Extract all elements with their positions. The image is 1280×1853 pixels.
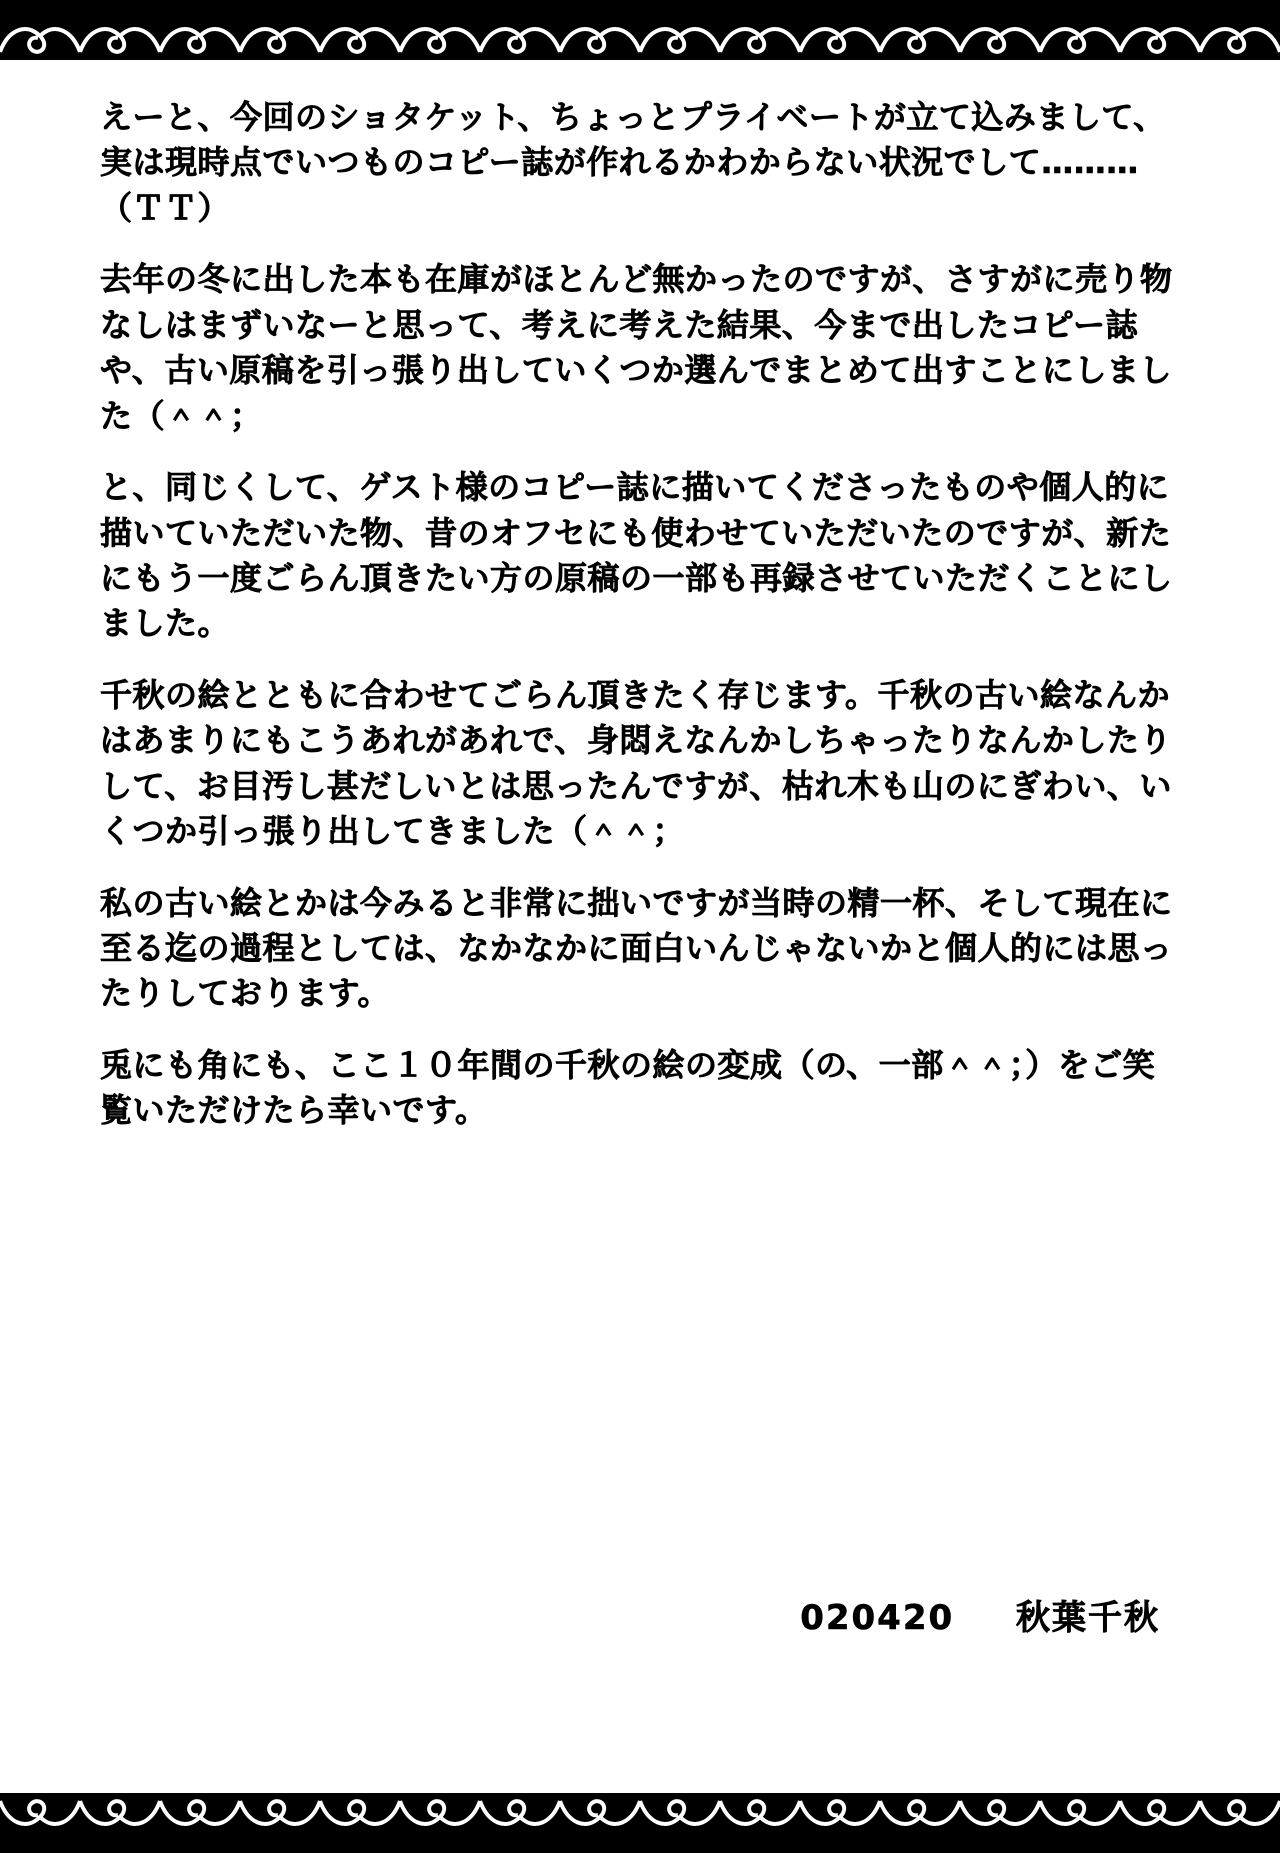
- paragraph-6: 兎にも角にも、ここ１０年間の千秋の絵の変成（の、一部＾＾；）をご笑覧いただけたら幸いです。: [100, 1045, 1156, 1130]
- paragraph-4: 千秋の絵とともに合わせてごらん頂きたく存じます。千秋の古い絵なんかはあまりにもこうあれがあれで、身悶えなんかしちゃったりなんかしたりして、お目汚し甚だしいとは思ったんですが、枯れ木も山のにぎわい、いくつか引っ張り出してきました（＾＾；: [100, 675, 1172, 851]
- afterword-body: [100, 95, 1180, 1160]
- signature-author-name: 秋葉千秋: [1016, 1598, 1160, 1638]
- paragraph-5: 私の古い絵とかは今みると非常に拙いですが当時の精一杯、そして現在に至る迄の過程としては、なかなかに面白いんじゃないかと個人的には思ったりしております。: [100, 883, 1173, 1013]
- paragraph-2: 去年の冬に出した本も在庫がほとんど無かったのですが、さすがに売り物なしはまずいなーと思って、考えに考えた結果、今まで出したコピー誌や、古い原稿を引っ張り出していくつか選んでまとめて出すことにしました（＾＾；: [100, 260, 1173, 435]
- bottom-ornament-band: [0, 1793, 1280, 1853]
- paragraph-1: えーと、今回のショタケット、ちょっとプライベートが立て込みまして、実は現時点でいつものコピー誌が作れるかわからない状況でして………（ＴＴ）: [100, 98, 1166, 227]
- signature-date: 020420: [800, 1598, 955, 1638]
- signature-block: [100, 1590, 1180, 1639]
- ornament-pattern-bottom: [0, 1793, 1280, 1853]
- paragraph-3: と、同じくして、ゲスト様のコピー誌に描いてくださったものや個人的に描いていただいた物、昔のオフセにも使わせていただいたのですが、新たにもう一度ごらん頂きたい方の原稿の一部も再録させていただくことにしました。: [100, 468, 1173, 643]
- ornament-pattern-top: [0, 0, 1280, 60]
- top-ornament-band: [0, 0, 1280, 60]
